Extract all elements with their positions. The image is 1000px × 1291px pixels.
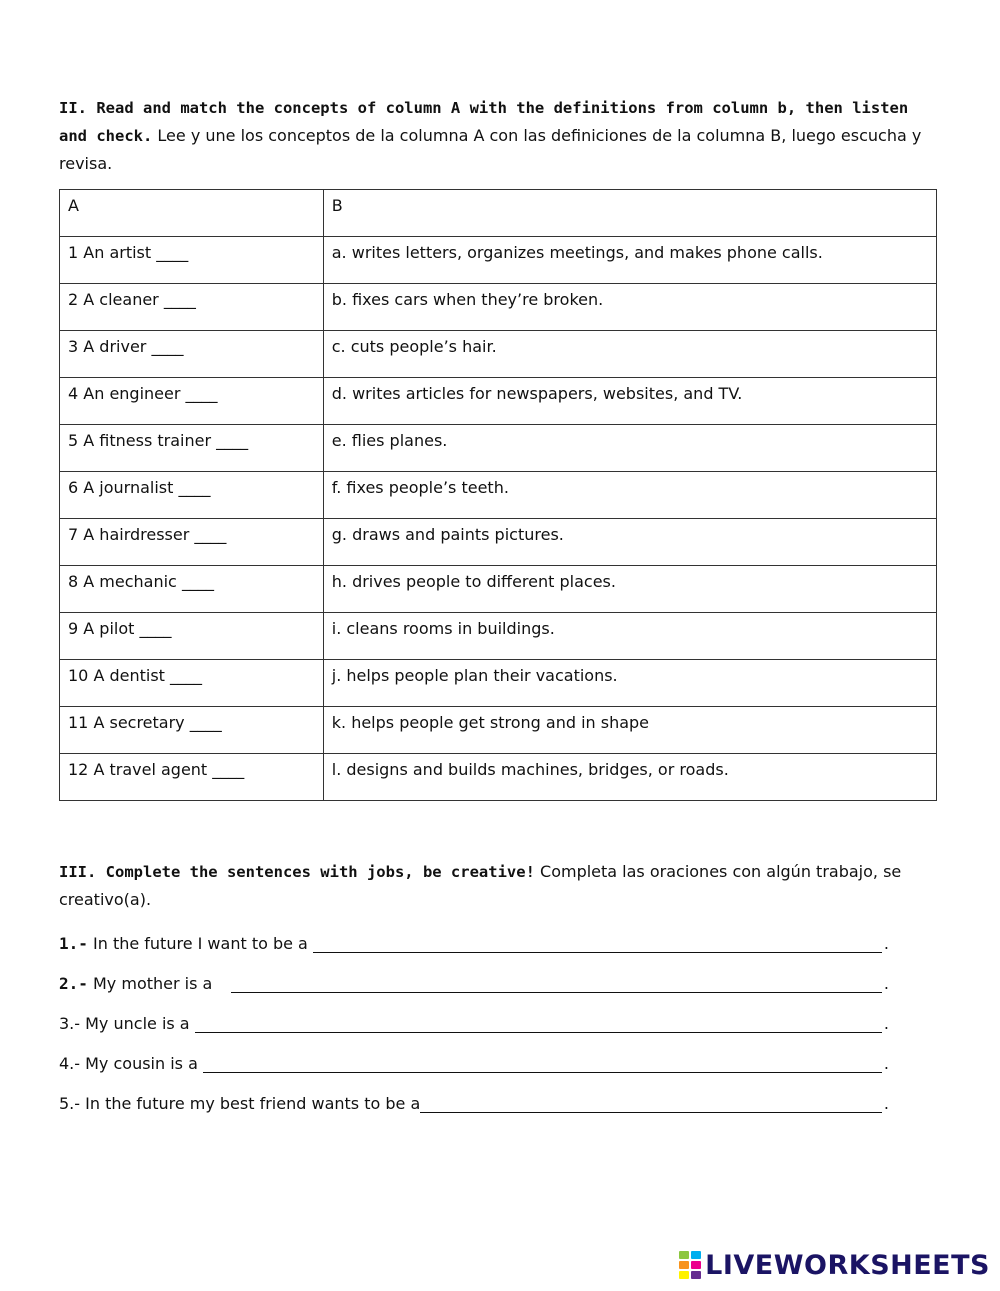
definition-cell: j. helps people plan their vacations. [323,660,936,707]
definition-cell: e. flies planes. [323,425,936,472]
sentence-number: 2.- [59,974,88,993]
table-row [60,237,937,284]
logo-square [679,1261,689,1269]
concept-cell: 10 A dentist ____ [60,660,324,707]
logo-square [691,1261,701,1269]
definition-cell: b. fixes cars when they’re broken. [323,284,936,331]
table-row [60,566,937,613]
table-row [60,613,937,660]
concept-cell: 7 A hairdresser ____ [60,519,324,566]
concept-cell: 9 A pilot ____ [60,613,324,660]
sentence-text: 4.- My cousin is a [59,1054,203,1073]
logo-text: LIVEWORKSHEETS [705,1249,990,1281]
answer-blank-line[interactable] [313,932,882,953]
concept-cell: 5 A fitness trainer ____ [60,425,324,472]
sentence-4 [59,1045,889,1073]
definition-cell: h. drives people to different places. [323,566,936,613]
column-b-header: B [323,190,936,237]
column-a-header: A [60,190,324,237]
sentence-period: . [883,1054,889,1073]
section-2-spanish-instructions: Lee y une los conceptos de la columna A con las definiciones de la columna B, luego escucha y revisa. [59,126,922,173]
table-row [60,425,937,472]
concept-cell: 11 A secretary ____ [60,707,324,754]
definition-cell: a. writes letters, organizes meetings, and makes phone calls. [323,237,936,284]
concept-cell: 3 A driver ____ [60,331,324,378]
sentence-period: . [883,1014,889,1033]
sentence-period: . [883,1094,889,1113]
answer-blank-line[interactable] [231,972,882,993]
logo-square [679,1271,689,1279]
table-row [60,707,937,754]
section-3-spanish-instructions: Completa las oraciones con algún trabajo, se creativo(a). [59,862,902,909]
answer-blank-line[interactable] [203,1052,882,1073]
table-row [60,331,937,378]
logo-square [691,1251,701,1259]
sentence-period: . [883,934,889,953]
logo-square [691,1271,701,1279]
definition-cell: d. writes articles for newspapers, websites, and TV. [323,378,936,425]
concept-cell: 4 An engineer ____ [60,378,324,425]
table-row [60,754,937,801]
answer-blank-line[interactable] [420,1092,882,1113]
definition-cell: i. cleans rooms in buildings. [323,613,936,660]
sentence-5 [59,1085,889,1113]
concept-cell: 8 A mechanic ____ [60,566,324,613]
table-row [60,660,937,707]
sentence-1 [59,925,889,953]
sentence-2 [59,965,889,993]
concept-cell: 6 A journalist ____ [60,472,324,519]
concept-cell: 12 A travel agent ____ [60,754,324,801]
table-row [60,472,937,519]
table-row [60,284,937,331]
sentence-text: My mother is a [87,974,218,993]
sentence-3 [59,1005,889,1033]
liveworksheets-logo [679,1247,990,1283]
section-2-instructions [59,94,937,177]
sentence-period: . [883,974,889,993]
sentence-text: 3.- My uncle is a [59,1014,195,1033]
sentence-number: 1.- [59,934,88,953]
definition-cell: k. helps people get strong and in shape [323,707,936,754]
definition-cell: g. draws and paints pictures. [323,519,936,566]
matching-table [59,189,937,801]
logo-square [679,1251,689,1259]
definition-cell: c. cuts people’s hair. [323,331,936,378]
section-2-heading: II. Read and match the concepts of column A with the definitions from column b, then listen and check. [59,99,909,145]
answer-blank-line[interactable] [195,1012,882,1033]
section-3-heading: III. Complete the sentences with jobs, be creative! [59,863,535,881]
liveworksheets-logo-icon [679,1251,701,1279]
table-row [60,519,937,566]
concept-cell: 2 A cleaner ____ [60,284,324,331]
table-header-row [60,190,937,237]
concept-cell: 1 An artist ____ [60,237,324,284]
section-3-instructions [59,858,937,913]
sentence-text: 5.- In the future my best friend wants to be a [59,1094,421,1113]
table-row [60,378,937,425]
definition-cell: l. designs and builds machines, bridges, or roads. [323,754,936,801]
definition-cell: f. fixes people’s teeth. [323,472,936,519]
sentence-text: In the future I want to be a [87,934,313,953]
